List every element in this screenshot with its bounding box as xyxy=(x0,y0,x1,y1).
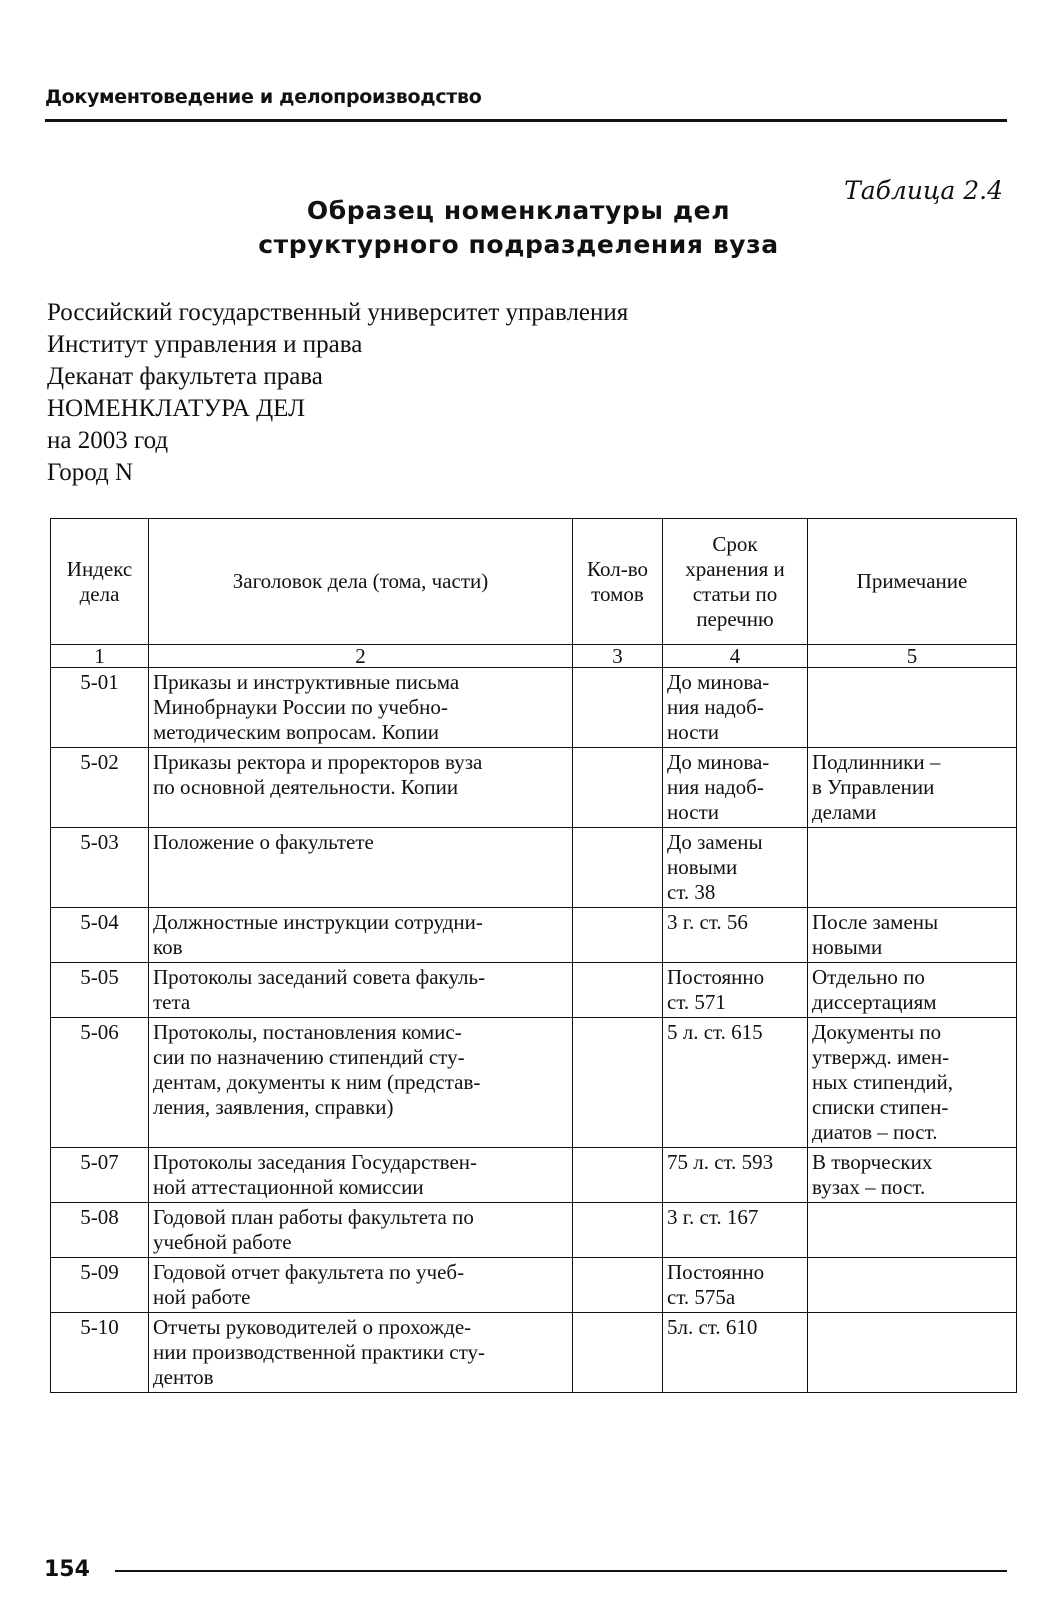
case-index: 5-04 xyxy=(51,908,149,963)
case-index: 5-05 xyxy=(51,963,149,1018)
case-note: В творческих вузах – пост. xyxy=(808,1148,1017,1203)
storage-term: Постоянно ст. 571 xyxy=(663,963,808,1018)
volume-count xyxy=(573,668,663,748)
case-title: Годовой отчет факультета по учеб- ной работе xyxy=(149,1258,573,1313)
nomenclature-table xyxy=(50,518,1017,1393)
storage-term: До замены новыми ст. 38 xyxy=(663,828,808,908)
case-index: 5-01 xyxy=(51,668,149,748)
case-title: Приказы ректора и проректоров вуза по основной деятельности. Копии xyxy=(149,748,573,828)
case-note xyxy=(808,1203,1017,1258)
university-name: Российский государственный университет управления xyxy=(47,299,629,326)
document-title-line-1: Образец номенклатуры дел xyxy=(306,196,731,225)
storage-term: Постоянно ст. 575а xyxy=(663,1258,808,1313)
storage-term: 3 г. ст. 167 xyxy=(663,1203,808,1258)
volume-count xyxy=(573,1018,663,1148)
case-title: Протоколы, постановления комис- сии по назначению стипендий сту- дентам, документы к ним (представ- ления, заявления, справки) xyxy=(149,1018,573,1148)
case-note: Отдельно по диссертациям xyxy=(808,963,1017,1018)
volume-count xyxy=(573,748,663,828)
column-number: 3 xyxy=(573,645,663,668)
column-number: 1 xyxy=(51,645,149,668)
case-index: 5-03 xyxy=(51,828,149,908)
case-title: Положение о факультете xyxy=(149,828,573,908)
storage-term: 75 л. ст. 593 xyxy=(663,1148,808,1203)
case-index: 5-08 xyxy=(51,1203,149,1258)
institute-name: Институт управления и права xyxy=(47,331,363,358)
case-note xyxy=(808,668,1017,748)
nomenclature-heading: НОМЕНКЛАТУРА ДЕЛ xyxy=(47,395,306,422)
running-head: Документоведение и делопроизводство xyxy=(45,86,482,108)
case-index: 5-02 xyxy=(51,748,149,828)
case-index: 5-06 xyxy=(51,1018,149,1148)
header-volumes: Кол-во томов xyxy=(573,519,663,645)
table-row xyxy=(51,908,1017,963)
volume-count xyxy=(573,828,663,908)
case-title: Отчеты руководителей о прохожде- нии производственной практики сту- дентов xyxy=(149,1313,573,1393)
table-row xyxy=(51,1148,1017,1203)
case-title: Годовой план работы факультета по учебной работе xyxy=(149,1203,573,1258)
header-rule xyxy=(45,119,1007,122)
volume-count xyxy=(573,963,663,1018)
table-row xyxy=(51,748,1017,828)
organization-details xyxy=(47,297,628,489)
table-row xyxy=(51,668,1017,748)
case-index: 5-07 xyxy=(51,1148,149,1203)
year-line: на 2003 год xyxy=(47,427,169,454)
header-storage-term: Срок хранения и статьи по перечню xyxy=(663,519,808,645)
case-title: Приказы и инструктивные письма Минобрнауки России по учебно- методическим вопросам. Копии xyxy=(149,668,573,748)
table-row xyxy=(51,828,1017,908)
storage-term: До минова- ния надоб- ности xyxy=(663,668,808,748)
case-title: Протоколы заседаний совета факуль- тета xyxy=(149,963,573,1018)
footer-rule xyxy=(115,1570,1007,1572)
volume-count xyxy=(573,1203,663,1258)
column-number: 5 xyxy=(808,645,1017,668)
volume-count xyxy=(573,1313,663,1393)
storage-term: 3 г. ст. 56 xyxy=(663,908,808,963)
page-number: 154 xyxy=(44,1557,90,1582)
table-row xyxy=(51,1313,1017,1393)
table-label: Таблица 2.4 xyxy=(844,176,1003,205)
column-number: 4 xyxy=(663,645,808,668)
case-note xyxy=(808,1258,1017,1313)
table-row xyxy=(51,963,1017,1018)
storage-term: До минова- ния надоб- ности xyxy=(663,748,808,828)
dean-office-name: Деканат факультета права xyxy=(47,363,323,390)
volume-count xyxy=(573,1148,663,1203)
case-note: После замены новыми xyxy=(808,908,1017,963)
case-note xyxy=(808,828,1017,908)
case-note: Документы по утвержд. имен- ных стипендий, списки стипен- диатов – пост. xyxy=(808,1018,1017,1148)
header-title: Заголовок дела (тома, части) xyxy=(149,519,573,645)
case-note xyxy=(808,1313,1017,1393)
volume-count xyxy=(573,908,663,963)
case-title: Протоколы заседания Государствен- ной аттестационной комиссии xyxy=(149,1148,573,1203)
column-number: 2 xyxy=(149,645,573,668)
case-index: 5-10 xyxy=(51,1313,149,1393)
header-index: Индекс дела xyxy=(51,519,149,645)
document-title-line-2: структурного подразделения вуза xyxy=(258,230,779,259)
volume-count xyxy=(573,1258,663,1313)
table-row xyxy=(51,1018,1017,1148)
table-row xyxy=(51,1258,1017,1313)
case-note: Подлинники – в Управлении делами xyxy=(808,748,1017,828)
table-row xyxy=(51,1203,1017,1258)
case-title: Должностные инструкции сотрудни- ков xyxy=(149,908,573,963)
header-note: Примечание xyxy=(808,519,1017,645)
table-header-row xyxy=(51,519,1017,645)
case-index: 5-09 xyxy=(51,1258,149,1313)
column-number-row xyxy=(51,645,1017,668)
city-line: Город N xyxy=(47,459,134,486)
storage-term: 5л. ст. 610 xyxy=(663,1313,808,1393)
storage-term: 5 л. ст. 615 xyxy=(663,1018,808,1148)
